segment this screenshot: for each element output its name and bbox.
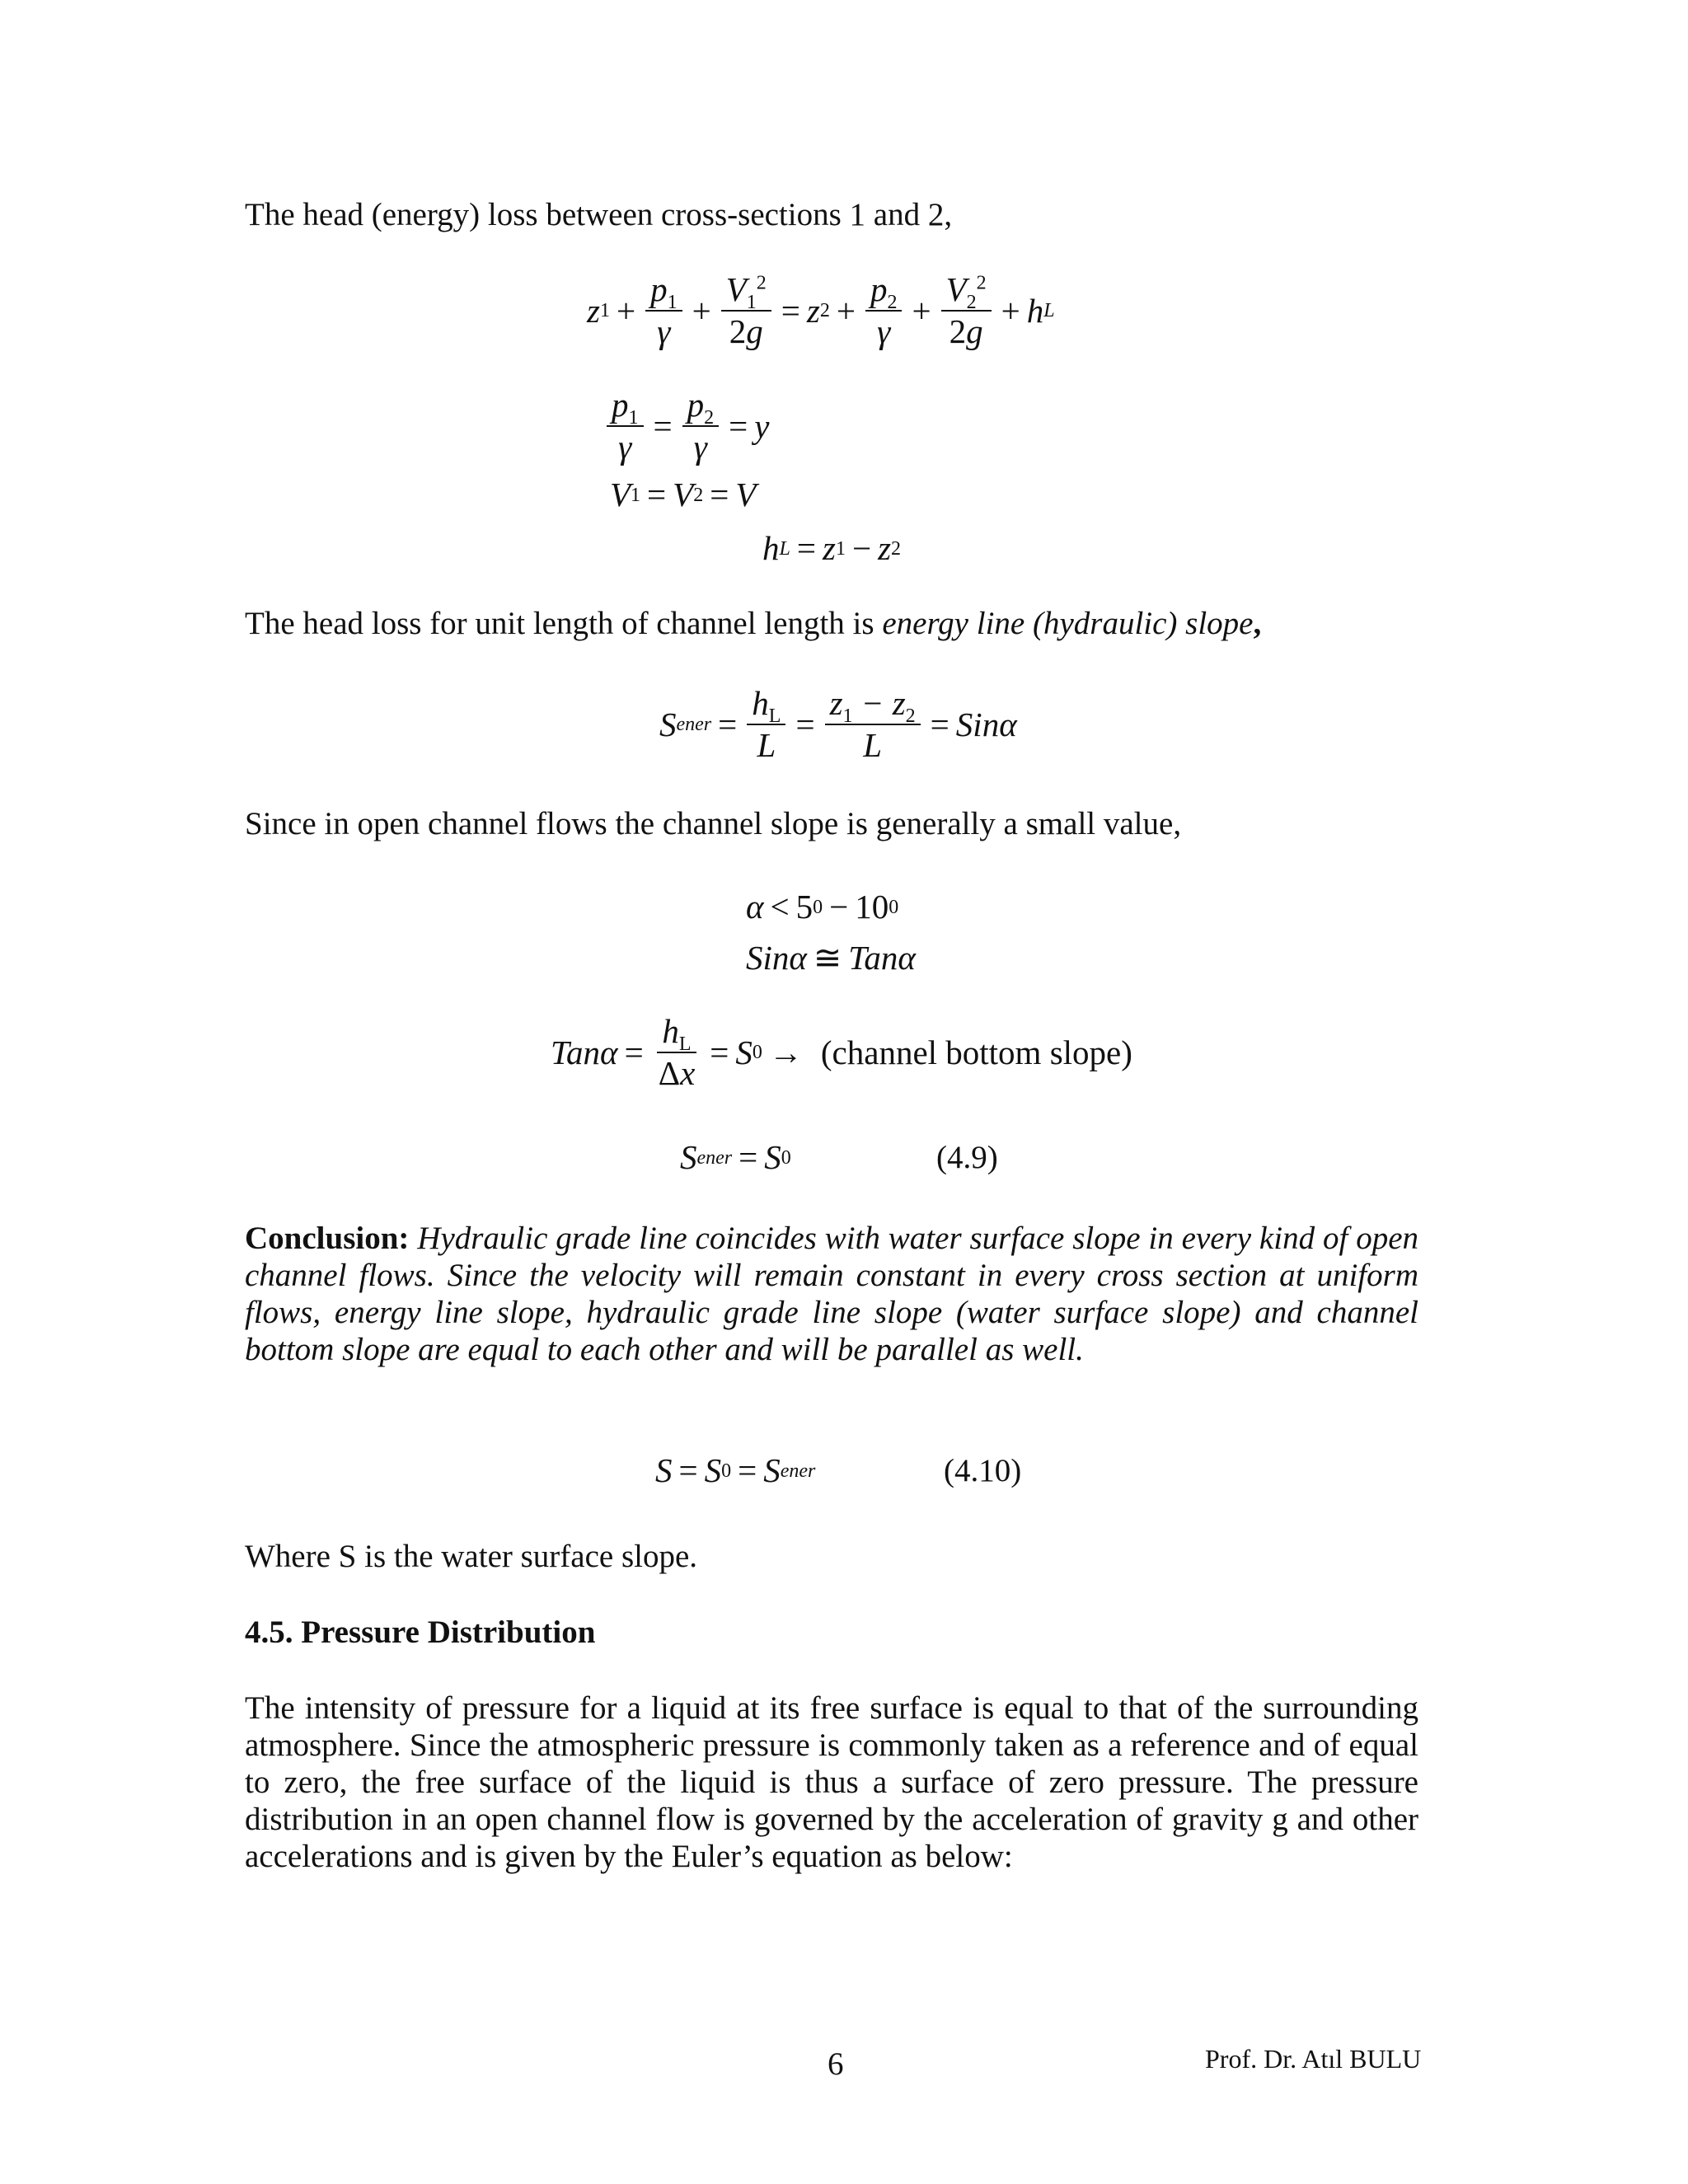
intro-paragraph: The head (energy) loss between cross-sections 1 and 2, [245,197,953,232]
where-paragraph: Where S is the water surface slope. [245,1539,698,1574]
small-slope-paragraph: Since in open channel flows the channel slope is generally a small value, [245,806,1182,841]
tan-alpha-equation: Tanα = $\frac{h_L}{\Delta x}$ = S 0 → (channel bottom slope) [551,1012,1132,1093]
equation-number-4-9: (4.9) [936,1140,998,1175]
pressure-head-equation: $\frac{p_1}{\gamma}$ = $\frac{p_2}{\gamma}$ = y [603,387,769,465]
equation-4-10: S = S 0 = S ener [655,1451,816,1489]
velocity-equation: V 1 = V 2 = V [610,476,757,513]
pressure-paragraph: The intensity of pressure for a liquid at its free surface is equal to that of the surrounding atmosphere. Since the atmospheric pressure is commonly taken as a reference and of equal to zero, the free surface of the liquid is thus a surface of zero pressure. The pressure distribution in an open channel flow is governed by the acceleration of gravity g and other accelerations and is given by the Euler’s equation as below: [245,1690,1418,1874]
section-heading: 4.5. Pressure Distribution [245,1615,596,1650]
energy-slope-equation: S ener = $\frac{h_L}{L}$ = $\frac{z_1 - z_2}{L}$ = Sinα [659,684,1017,765]
bernoulli-equation: z 1 + $\frac{p_1}{\gamma}$ + $\frac{V_1^2}{2g}$ = z 2 + $\frac{p_2}{\gamma}$ + $\frac{V_2^2}{2g}$ + h L [587,270,1055,351]
alpha-range-equation: α < 5 0 − 10 0 [746,888,899,926]
hydraulic-slope-paragraph: The head loss for unit length of channel length is energy line (hydraulic) slope, [245,606,1262,641]
conclusion-paragraph: Conclusion: Hydraulic grade line coincides with water surface slope in every kind of open channel flows. Since the velocity will remain constant in every cross section at uniform flows, energy line slope, hydraulic grade line slope (water surface slope) and channel bottom slope are equal to each other and will be parallel as well. [245,1221,1419,1367]
sin-tan-approximation: Sinα ≅ Tanα [746,939,916,977]
equation-number-4-10: (4.10) [944,1453,1022,1488]
channel-bottom-label: (channel bottom slope) [820,1033,1132,1071]
head-loss-equation: h L = z 1 − z 2 [762,529,902,567]
equation-4-9: S ener = S 0 [680,1138,791,1176]
page-number: 6 [828,2046,844,2082]
author-footer: Prof. Dr. Atıl BULU [1205,2044,1422,2074]
